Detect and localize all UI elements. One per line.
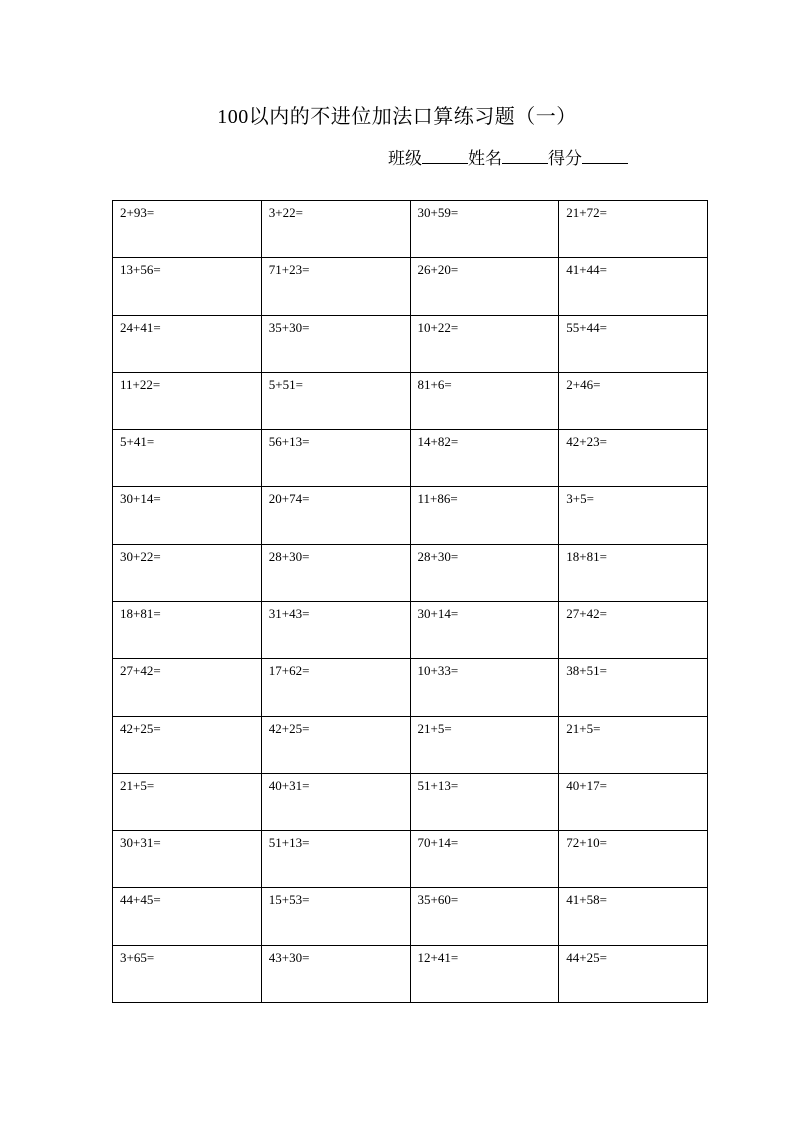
- problem-cell: 31+43=: [261, 601, 410, 658]
- class-label: 班级: [388, 149, 422, 168]
- problem-cell: 30+14=: [113, 487, 262, 544]
- score-blank: [582, 146, 628, 164]
- problem-cell: 51+13=: [410, 773, 559, 830]
- class-blank: [422, 146, 468, 164]
- problem-cell: 10+33=: [410, 659, 559, 716]
- problem-cell: 42+25=: [113, 716, 262, 773]
- problem-row: [113, 201, 708, 258]
- problem-cell: 35+30=: [261, 315, 410, 372]
- problem-cell: 17+62=: [261, 659, 410, 716]
- problem-cell: 2+46=: [559, 372, 708, 429]
- problem-cell: 30+14=: [410, 601, 559, 658]
- name-blank: [502, 146, 548, 164]
- problem-cell: 28+30=: [261, 544, 410, 601]
- problem-cell: 28+30=: [410, 544, 559, 601]
- score-label: 得分: [548, 149, 582, 168]
- problem-cell: 21+5=: [410, 716, 559, 773]
- problem-cell: 20+74=: [261, 487, 410, 544]
- problem-row: [113, 315, 708, 372]
- problem-row: [113, 544, 708, 601]
- problem-cell: 51+13=: [261, 831, 410, 888]
- problem-row: [113, 258, 708, 315]
- problem-row: [113, 773, 708, 830]
- problem-grid: [112, 200, 708, 1003]
- problem-cell: 21+5=: [113, 773, 262, 830]
- problem-cell: 21+72=: [559, 201, 708, 258]
- problem-cell: 44+45=: [113, 888, 262, 945]
- problem-row: [113, 372, 708, 429]
- problem-cell: 30+59=: [410, 201, 559, 258]
- problem-row: [113, 601, 708, 658]
- problem-cell: 26+20=: [410, 258, 559, 315]
- problem-cell: 10+22=: [410, 315, 559, 372]
- problem-row: [113, 831, 708, 888]
- problem-row: [113, 888, 708, 945]
- page-title: 100以内的不进位加法口算练习题（一）: [217, 106, 577, 128]
- problem-cell: 41+58=: [559, 888, 708, 945]
- problem-cell: 27+42=: [113, 659, 262, 716]
- problem-row: [113, 659, 708, 716]
- problem-cell: 30+31=: [113, 831, 262, 888]
- problem-cell: 18+81=: [559, 544, 708, 601]
- problem-cell: 43+30=: [261, 945, 410, 1002]
- problem-cell: 3+22=: [261, 201, 410, 258]
- problem-cell: 40+17=: [559, 773, 708, 830]
- problem-cell: 71+23=: [261, 258, 410, 315]
- problem-cell: 38+51=: [559, 659, 708, 716]
- problem-row: [113, 487, 708, 544]
- problem-cell: 5+51=: [261, 372, 410, 429]
- problem-cell: 5+41=: [113, 430, 262, 487]
- problem-cell: 42+25=: [261, 716, 410, 773]
- problem-cell: 56+13=: [261, 430, 410, 487]
- problem-cell: 3+5=: [559, 487, 708, 544]
- problem-row: [113, 430, 708, 487]
- problem-cell: 30+22=: [113, 544, 262, 601]
- problem-cell: 44+25=: [559, 945, 708, 1002]
- problem-cell: 41+44=: [559, 258, 708, 315]
- problem-cell: 13+56=: [113, 258, 262, 315]
- problem-cell: 42+23=: [559, 430, 708, 487]
- problem-cell: 3+65=: [113, 945, 262, 1002]
- name-label: 姓名: [468, 149, 502, 168]
- problem-row: [113, 945, 708, 1002]
- problem-cell: 35+60=: [410, 888, 559, 945]
- problem-cell: 2+93=: [113, 201, 262, 258]
- problem-cell: 12+41=: [410, 945, 559, 1002]
- problem-cell: 11+86=: [410, 487, 559, 544]
- problem-cell: 24+41=: [113, 315, 262, 372]
- student-info-line: [388, 146, 628, 171]
- problem-cell: 72+10=: [559, 831, 708, 888]
- problem-cell: 18+81=: [113, 601, 262, 658]
- problem-cell: 15+53=: [261, 888, 410, 945]
- problem-cell: 70+14=: [410, 831, 559, 888]
- problem-cell: 14+82=: [410, 430, 559, 487]
- problem-row: [113, 716, 708, 773]
- problem-cell: 81+6=: [410, 372, 559, 429]
- problem-cell: 21+5=: [559, 716, 708, 773]
- problem-cell: 40+31=: [261, 773, 410, 830]
- problem-cell: 55+44=: [559, 315, 708, 372]
- problem-cell: 27+42=: [559, 601, 708, 658]
- problem-cell: 11+22=: [113, 372, 262, 429]
